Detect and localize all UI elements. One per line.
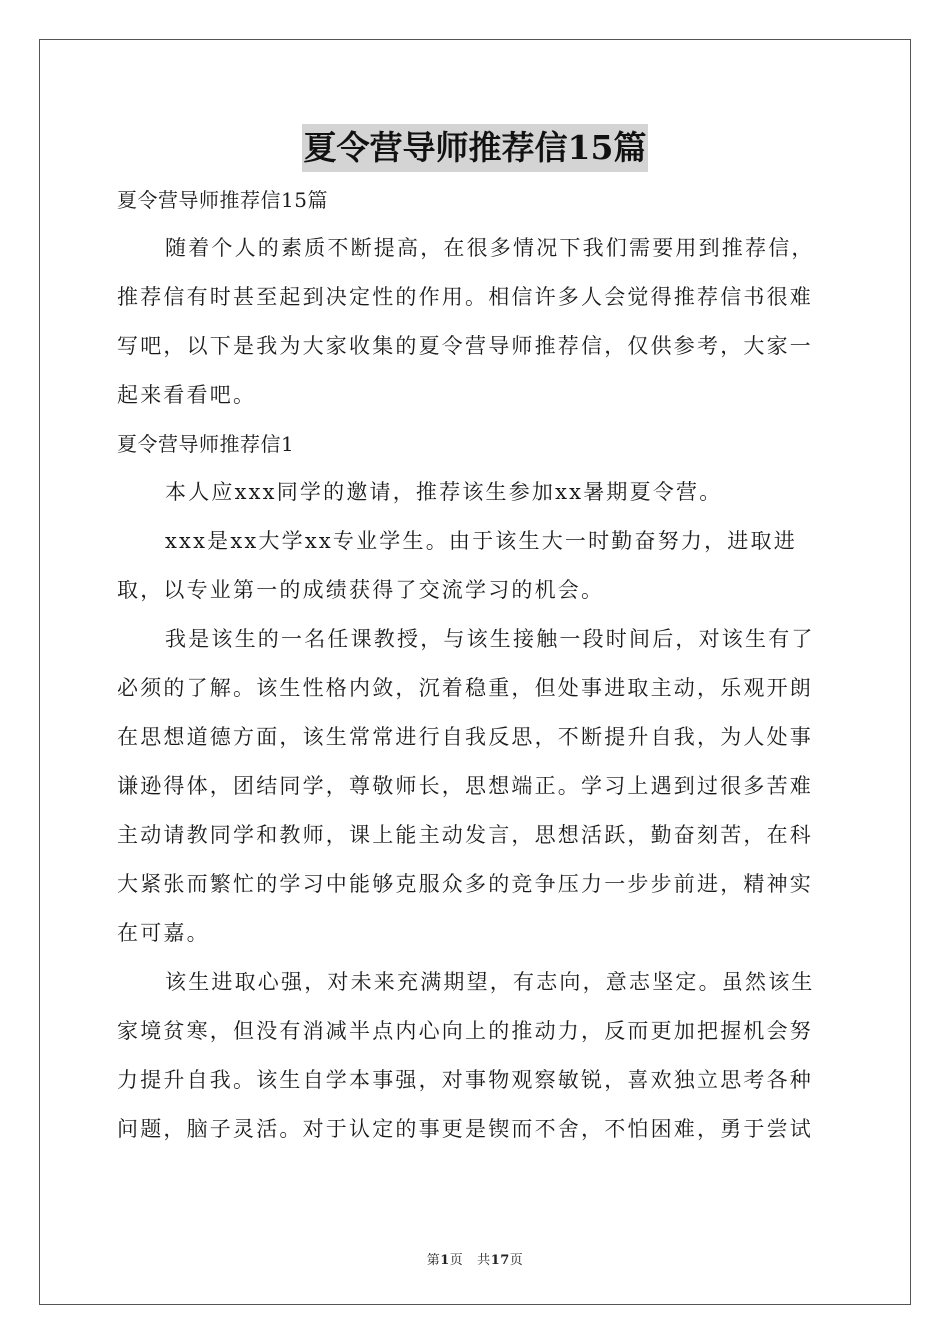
paragraph-4 [117,958,837,1154]
paragraph-line: 力提升自我。该生自学本事强，对事物观察敏锐，喜欢独立思考各种 [117,1068,813,1092]
paragraph-line: 主动请教同学和教师，课上能主动发言，思想活跃，勤奋刻苦，在科 [117,823,813,847]
paragraph-3 [117,615,837,958]
intro-line: 起来看看吧。 [117,383,257,407]
paragraph-line: 问题，脑子灵活。对于认定的事更是锲而不舍，不怕困难，勇于尝试 [117,1117,813,1141]
total-prefix: 共 [477,1253,491,1268]
title-wrap [0,124,950,172]
intro-line: 推荐信有时甚至起到决定性的作用。相信许多人会觉得推荐信书很难 [117,285,813,309]
paragraph-2 [117,517,837,615]
document-title: 夏令营导师推荐信15篇 [302,124,649,172]
paragraph-line: 家境贫寒，但没有消减半点内心向上的推动力，反而更加把握机会努 [117,1019,813,1043]
page-current: 1 [440,1253,450,1268]
intro-paragraph [117,224,837,420]
total-suffix: 页 [509,1253,524,1268]
intro-line: 随着个人的素质不断提高，在很多情况下我们需要用到推荐信， [165,236,815,260]
paragraph-line: 大紧张而繁忙的学习中能够克服众多的竞争压力一步步前进，精神实 [117,872,813,896]
paragraph-line: 该生进取心强，对未来充满期望，有志向，意志坚定。虽然该生 [165,970,815,994]
document-body [117,176,837,1154]
page-prefix: 第 [426,1253,441,1268]
document-subtitle: 夏令营导师推荐信15篇 [117,188,328,212]
paragraph-line: 在思想道德方面，该生常常进行自我反思，不断提升自我，为人处事 [117,725,813,749]
paragraph-line: 谦逊得体，团结同学，尊敬师长，思想端正。学习上遇到过很多苦难 [117,774,813,798]
intro-line: 写吧，以下是我为大家收集的夏令营导师推荐信，仅供参考，大家一 [117,334,813,358]
page-footer [0,1249,950,1268]
paragraph-line: 取，以专业第一的成绩获得了交流学习的机会。 [117,578,605,602]
page-suffix: 页 [449,1253,464,1268]
section-heading: 夏令营导师推荐信1 [117,432,295,456]
paragraph-line: 本人应xxx同学的邀请，推荐该生参加xx暑期夏令营。 [165,480,723,504]
paragraph-line: 必须的了解。该生性格内敛，沉着稳重，但处事进取主动，乐观开朗 [117,676,813,700]
paragraph-line: 在可嘉。 [117,921,210,945]
paragraph-line: 我是该生的一名任课教授，与该生接触一段时间后，对该生有了 [165,627,815,651]
page-total: 17 [490,1253,510,1268]
paragraph-line: xxx是xx大学xx专业学生。由于该生大一时勤奋努力，进取进 [165,529,797,553]
paragraph-1 [117,468,837,517]
